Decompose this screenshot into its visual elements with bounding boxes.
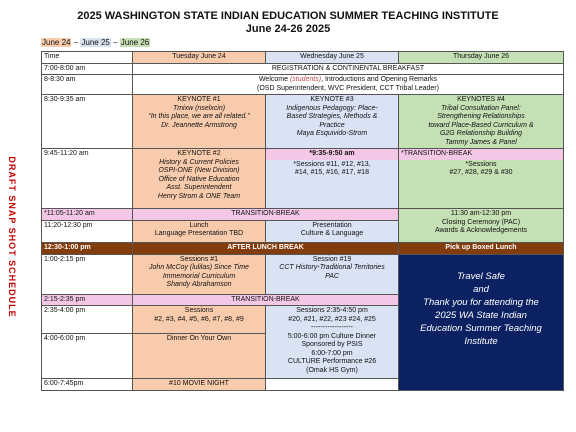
wed-sessions-cell: *9:35-9:50 am *Sessions #11, #12, #13, #14, #15, #16, #17, #18 bbox=[266, 149, 399, 209]
page-title: 2025 WASHINGTON STATE INDIAN EDUCATION SUMMER TEACHING INSTITUTE bbox=[77, 10, 499, 22]
header-time: Time bbox=[42, 52, 133, 64]
transition-break-cell: TRANSITION-BREAK bbox=[133, 294, 399, 306]
row-time: 7:00-8:00 am bbox=[42, 63, 133, 75]
keynote2-cell: KEYNOTE #2 History & Current Policies OSPI-ONE (New Division) Office of Native Education Asst. Superintendent Henry Strom & ONE Team bbox=[133, 149, 266, 209]
boxed-lunch-cell: Pick up Boxed Lunch bbox=[399, 242, 564, 254]
row-time: 8-8:30 am bbox=[42, 75, 133, 95]
row-time: 1:00-2:15 pm bbox=[42, 254, 133, 294]
after-lunch-break-cell: AFTER LUNCH BREAK bbox=[133, 242, 399, 254]
row-time: *11:05-11:20 am bbox=[42, 209, 133, 221]
sessions-2-9-cell: Sessions #2, #3, #4, #5, #6, #7, #8, #9 bbox=[133, 306, 266, 334]
session1-cell: Sessions #1 John McCoy (lulilas) Since Time Immemorial Curriculum Shandy Abrahamson bbox=[133, 254, 266, 294]
movie-night-cell: #10 MOVIE NIGHT bbox=[133, 379, 266, 391]
row-time: 9:45-11:20 am bbox=[42, 149, 133, 209]
date-legend: June 24 – June 25 – June 26 bbox=[42, 38, 150, 47]
lunch-cell: Lunch Language Presentation TBD bbox=[133, 220, 266, 242]
registration-cell: REGISTRATION & CONTINENTAL BREAKFAST bbox=[133, 63, 564, 75]
row-time: 11:20-12:30 pm bbox=[42, 220, 133, 242]
empty-cell bbox=[266, 379, 399, 391]
row-time: 4:00-6:00 pm bbox=[42, 334, 133, 379]
welcome-cell: Welcome (students), Introductions and Opening Remarks (OSD Superintendent, WVC President, CCT Tribal Leader) bbox=[133, 75, 564, 95]
closing-message-cell: Travel Safe and Thank you for attending the 2025 WA State Indian Education Summer Teaching Institute bbox=[399, 254, 564, 390]
row-time: 2:35-4:00 pm bbox=[42, 306, 133, 334]
header-thursday: Thursday June 26 bbox=[399, 52, 564, 64]
side-label: DRAFT SNAP SHOT SCHEDULE bbox=[7, 156, 17, 318]
legend-june26: June 26 bbox=[120, 38, 150, 47]
header-tuesday: Tuesday June 24 bbox=[133, 52, 266, 64]
wed-afternoon-cell: Sessions 2:35-4:50 pm #20, #21, #22, #23 #24, #25 ------------------ 5:00-6:00 pm Culture Dinner Sponsored by PSIS 6:00-7:00 pm CULTURE Performance #26 (Omak HS Gym) bbox=[266, 306, 399, 379]
closing-ceremony-cell: 11:30 am-12:30 pm Closing Ceremony (PAC) Awards & Acknowledgements bbox=[399, 209, 564, 243]
presentation-cell: Presentation Culture & Language bbox=[266, 220, 399, 242]
row-time: 8:30-9:35 am bbox=[42, 95, 133, 149]
legend-june24: June 24 bbox=[42, 38, 71, 47]
row-time: 2:15-2:35 pm bbox=[42, 294, 133, 306]
keynote1-cell: KEYNOTE #1 Tmixw (nselxcin) “In this place, we are all related.” Dr. Jeannette Armstrong bbox=[133, 95, 266, 149]
transition-break-cell: TRANSITION-BREAK bbox=[133, 209, 399, 221]
row-time: 6:00-7:45pm bbox=[42, 379, 133, 391]
keynote3-cell: KEYNOTE #3 Indigenous Pedagogy: Place- Based Strategies, Methods & Practice Maya Esquivido-Strom bbox=[266, 95, 399, 149]
session19-cell: Session #19 CCT History-Traditional Territories PAC bbox=[266, 254, 399, 294]
dinner-cell: Dinner On Your Own bbox=[133, 334, 266, 379]
thu-sessions-cell: *TRANSITION-BREAK *Sessions #27, #28, #29 & #30 bbox=[399, 149, 564, 209]
page-subtitle: June 24-26 2025 bbox=[245, 23, 331, 35]
legend-june25: June 25 bbox=[81, 38, 110, 47]
keynote4-cell: KEYNOTES #4 Tribal Consultation Panel: Strengthening Relationships toward Place-Based Curriculum & G2G Relationship Building Tammy James & Panel bbox=[399, 95, 564, 149]
row-time: 12:30-1:00 pm bbox=[42, 242, 133, 254]
header-wednesday: Wednesday June 25 bbox=[266, 52, 399, 64]
schedule-table bbox=[41, 51, 564, 391]
